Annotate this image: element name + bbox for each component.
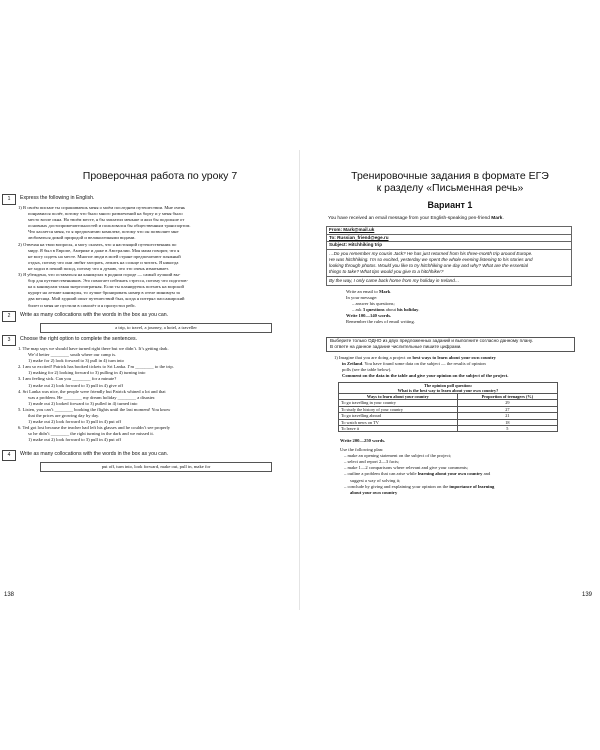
- left-page: [0, 150, 300, 610]
- email-intro-name: Mark: [491, 216, 503, 221]
- task-1-line: 1) В своём письме ты спрашиваешь меня о моём последнем путешествии. Мне очень: [18, 205, 186, 210]
- email-to: [327, 235, 571, 243]
- poll-col-2: Proportion of teenagers (%): [457, 394, 557, 400]
- task-3-options: 1) make out 2) look forward to 3) pull in 4) put off: [28, 437, 122, 443]
- email-closing: By the way, I only came back home from my holiday in Ireland…: [329, 277, 460, 283]
- email-body-line: …Do you remember my cousin Jack? He has just returned from his three-month trip around Europe.: [329, 250, 533, 256]
- task-3-line: 3. I am feeling sick. Can you ________ for a minute?: [18, 376, 117, 382]
- write-to-line: Write an email to Mark.: [346, 289, 392, 294]
- poll-heading: [339, 383, 558, 394]
- task-1-line: 2) Отвечая на твои вопросы, я могу сказать, что я настоящий путешественник по: [18, 241, 177, 247]
- task-3-line: We’d better ________ south where our camp is.: [28, 352, 117, 358]
- ask-bold: 3 questions: [362, 307, 385, 313]
- poll-pct: 29: [457, 400, 557, 406]
- variant-heading: Вариант 1: [427, 200, 473, 210]
- ask-mid: about: [384, 307, 398, 313]
- plan-item-cont: about your own country: [350, 489, 398, 495]
- poll-pct: 18: [457, 419, 557, 425]
- in-message-line: In your message:: [346, 295, 378, 301]
- task-1-line: 3) Я убеждена, что оставаться на каникулах в родном городе — самый лучший вы-: [18, 272, 181, 278]
- task-1-line: отдых, потому что они любят загорать, лежать на солнце и читать. Я никогда: [28, 259, 179, 265]
- task-1-text: [18, 205, 298, 309]
- poll-way: To leave it: [339, 426, 458, 432]
- plan-section: [340, 438, 590, 496]
- poll-heading-line-1: The opinion poll question:: [423, 383, 473, 388]
- task-3-options: 1) made out 2) looked forward to 3) pulled in 4) turned into: [28, 400, 138, 406]
- project-task: [334, 355, 584, 379]
- task-2-number: 2: [2, 311, 16, 322]
- table-row: [339, 383, 558, 394]
- task-2-word-box: a trip, to travel, a journey, a hotel, a traveller: [40, 323, 272, 333]
- project-country: in Zetland: [342, 361, 363, 367]
- task-1-line: основных достопримечательностей и пользовался бы общественным транспортом.: [28, 223, 191, 229]
- ask-bold-2: his holiday: [397, 307, 419, 313]
- choose-task-line-2: В ответе на данное задание числительные пишите цифрами.: [330, 344, 462, 350]
- task-1-line: билет и меня не пустили в самолёт и я пропустил рейс.: [28, 302, 137, 308]
- ask-pre: – ask: [352, 307, 363, 313]
- poll-heading-line-2: What is the best way to learn about your own country?: [397, 388, 499, 393]
- left-page-number: 138: [4, 592, 15, 598]
- task-1-line: миру. Я был в Европе, Америке и даже в Австралии. Моя мама говорит, что я: [28, 247, 180, 253]
- email-from-text: From: Mark@mail.uk: [329, 227, 375, 232]
- answer-line: – answer his questions;: [352, 301, 395, 307]
- task-1-line: Что касается меня, то я предпочитаю комплект, потому что он позволяет мне: [28, 229, 179, 235]
- task-1-line: два месяца. Мой худший опыт путешествий был, когда я потерял пассажирский: [28, 296, 185, 302]
- task-2-instruction: Write as many collocations with the words in the box as you can.: [20, 312, 169, 318]
- task-3-options: 1) make for 2) look forward to 3) pull in 4) turn into: [28, 358, 124, 364]
- task-3-text: [18, 346, 298, 444]
- right-page: [300, 150, 600, 610]
- book-spread: [0, 150, 600, 610]
- task-1-line: не могу сидеть на месте. Многие люди в моей стране предпочитают пляжный: [28, 253, 181, 259]
- email-from: [327, 227, 571, 235]
- email-intro-text: You have received an email message from your English-speaking pen-friend: [328, 216, 492, 221]
- right-title-line-2: к разделу «Письменная речь»: [376, 182, 524, 194]
- task-1-line: курорт на летние каникулы, то лучше бронировать номер в отеле минимум за: [28, 290, 180, 296]
- choose-task-line-1: Выберите только ОДНО из двух предложенных заданий и выполните согласно данному плану.: [330, 338, 533, 343]
- plan-item: – make an opening statement on the subject of the project;: [344, 453, 452, 459]
- task-4-instruction: Write as many collocations with the words in the box as you can.: [20, 451, 169, 457]
- task-1-line: место возле окна. На твоём месте, я бы заплатил меньше и жил бы подольше от: [28, 217, 185, 223]
- poll-pct: 21: [457, 413, 557, 419]
- task-4-number: 4: [2, 450, 16, 461]
- task-3-options: 1) making for 2) looking forward to 3) pulling in 4) turning into: [28, 370, 146, 376]
- task-1-line: не ходил в пеший поход, потому что я думаю, что это очень изматывает.: [28, 265, 169, 271]
- plan-item-4-bold: learning about your own country: [417, 471, 483, 477]
- remember-line: Remember the rules of email writing.: [346, 319, 415, 325]
- project-line-1-text: 1) Imagine that you are doing a project on: [334, 355, 413, 360]
- poll-col-1: Ways to learn about your country: [339, 394, 458, 400]
- table-row: [339, 426, 558, 432]
- task-1-line: понравился полёт, потому что было много развлечений на борту и у меня было: [28, 211, 183, 217]
- plan-item: – select and report 2—3 facts;: [344, 459, 400, 465]
- email-subject-text: Subject: Hitchhiking trip: [329, 242, 383, 247]
- email-message: [326, 226, 572, 286]
- task-3-line: 2. I am so excited! Patrick has booked tickets to Sri Lanka. I’m ________ to the trip.: [18, 364, 174, 370]
- poll-way: To go travelling abroad: [339, 413, 458, 419]
- write-to-text: Write an email to: [346, 289, 379, 294]
- plan-item-4-text: – outline a problem that can arise while: [344, 471, 418, 477]
- email-subject: [327, 242, 571, 250]
- poll-pct: 27: [457, 406, 557, 412]
- email-instructions: [346, 289, 586, 326]
- plan-item-6-text: – conclude by giving and explaining your opinion on the: [344, 483, 450, 489]
- task-1-line: ка к каникулам такая энергозатратная. Если ты планируешь поехать на морской: [28, 284, 184, 290]
- plan-item-6-bold: importance of learning: [449, 483, 495, 489]
- task-1-instruction: Express the following in English.: [20, 195, 95, 201]
- write-to-name: Mark: [378, 289, 391, 294]
- word-count-2: Write 200—250 words.: [340, 438, 386, 443]
- task-3-instruction: Choose the right option to complete the sentences.: [20, 336, 138, 342]
- right-title-line-1: Тренировочные задания в формате ЕГЭ: [351, 170, 549, 182]
- task-1-line: любоваться дикой природой и великолепными видами.: [28, 235, 136, 241]
- left-page-title: Проверочная работа по уроку 7: [82, 170, 238, 182]
- task-4-word-box: put off, turn into, look forward, make out, pull in, make for: [40, 462, 272, 472]
- task-3-line: was a problem. He ________ my dream holiday ________ a disaster.: [28, 394, 156, 400]
- task-1-number: 1: [2, 194, 16, 205]
- email-intro: [328, 216, 504, 221]
- task-3-line: 4. Sri Lanka was nice, the people were friendly but Patrick whined a lot and that: [18, 388, 166, 394]
- poll-way: To watch news on TV: [339, 419, 458, 425]
- right-page-title: [320, 170, 580, 194]
- email-body-line: He was hitchhiking. I’m so excited, yesterday we spent the whole evening listening to his stories and: [329, 256, 533, 262]
- email-body-line: looking through photos. Would you like to try hitchhiking one day and why? What are the essential: [329, 262, 528, 268]
- task-3-options: 1) make out 2) look forward to 3) pull in 4) give off: [28, 382, 124, 388]
- task-3-options: 1) make out 2) look forward to 3) pull in 4) put off: [28, 419, 122, 425]
- choose-task-box: [326, 337, 575, 352]
- right-page-number: 139: [582, 592, 593, 598]
- email-intro-end: .: [502, 216, 504, 221]
- email-body: [327, 250, 571, 277]
- poll-way: To study the history of your country: [339, 406, 458, 412]
- email-to-text: To: Russian_friend@ege.ru: [329, 234, 389, 240]
- task-3-line: 6. Ted got lost because the teacher had left his glasses and he couldn’t see properly: [18, 425, 171, 431]
- plan-item-4-end: and: [482, 471, 491, 477]
- task-3-line: so he didn’t ________ the right turning in the dark and we missed it.: [28, 431, 154, 437]
- task-3-line: 1. The map says we should have turned right there but we didn’t. It’s getting dark.: [18, 346, 169, 351]
- poll-way: To go travelling in your country: [339, 400, 458, 406]
- plan-item-cont: suggest a way of solving it;: [350, 477, 401, 483]
- project-line-2-text: . You have found some data on the subject — the results of opinion: [362, 361, 486, 367]
- task-3-number: 3: [2, 335, 16, 346]
- opinion-poll-table: [338, 382, 558, 432]
- project-topic: best ways to learn about your own country: [412, 355, 496, 360]
- email-body-line: things to take? What tips would you give to a hitchhiker?: [329, 268, 444, 274]
- project-line-3: polls (see the table below).: [342, 367, 392, 373]
- plan-title: Use the following plan:: [340, 447, 384, 453]
- project-line-4: Comment on the data in the table and give your opinion on the subject of the project.: [342, 373, 509, 379]
- task-3-line: that the prices are growing day by day.: [28, 413, 100, 419]
- task-1-line: бор для путешественников. Это помогает избежать стресса, потому что подготов-: [28, 278, 189, 284]
- word-count-line: Write 100—140 words.: [346, 313, 392, 319]
- poll-pct: 5: [457, 426, 557, 432]
- ask-line: – ask 3 questions about his holiday.: [352, 307, 420, 313]
- task-3-line: 5. Listen, you can’t ________ booking the flights until the last moment! You know: [18, 406, 171, 412]
- plan-item: – make 1—2 comparisons where relevant and give your comments;: [344, 465, 469, 471]
